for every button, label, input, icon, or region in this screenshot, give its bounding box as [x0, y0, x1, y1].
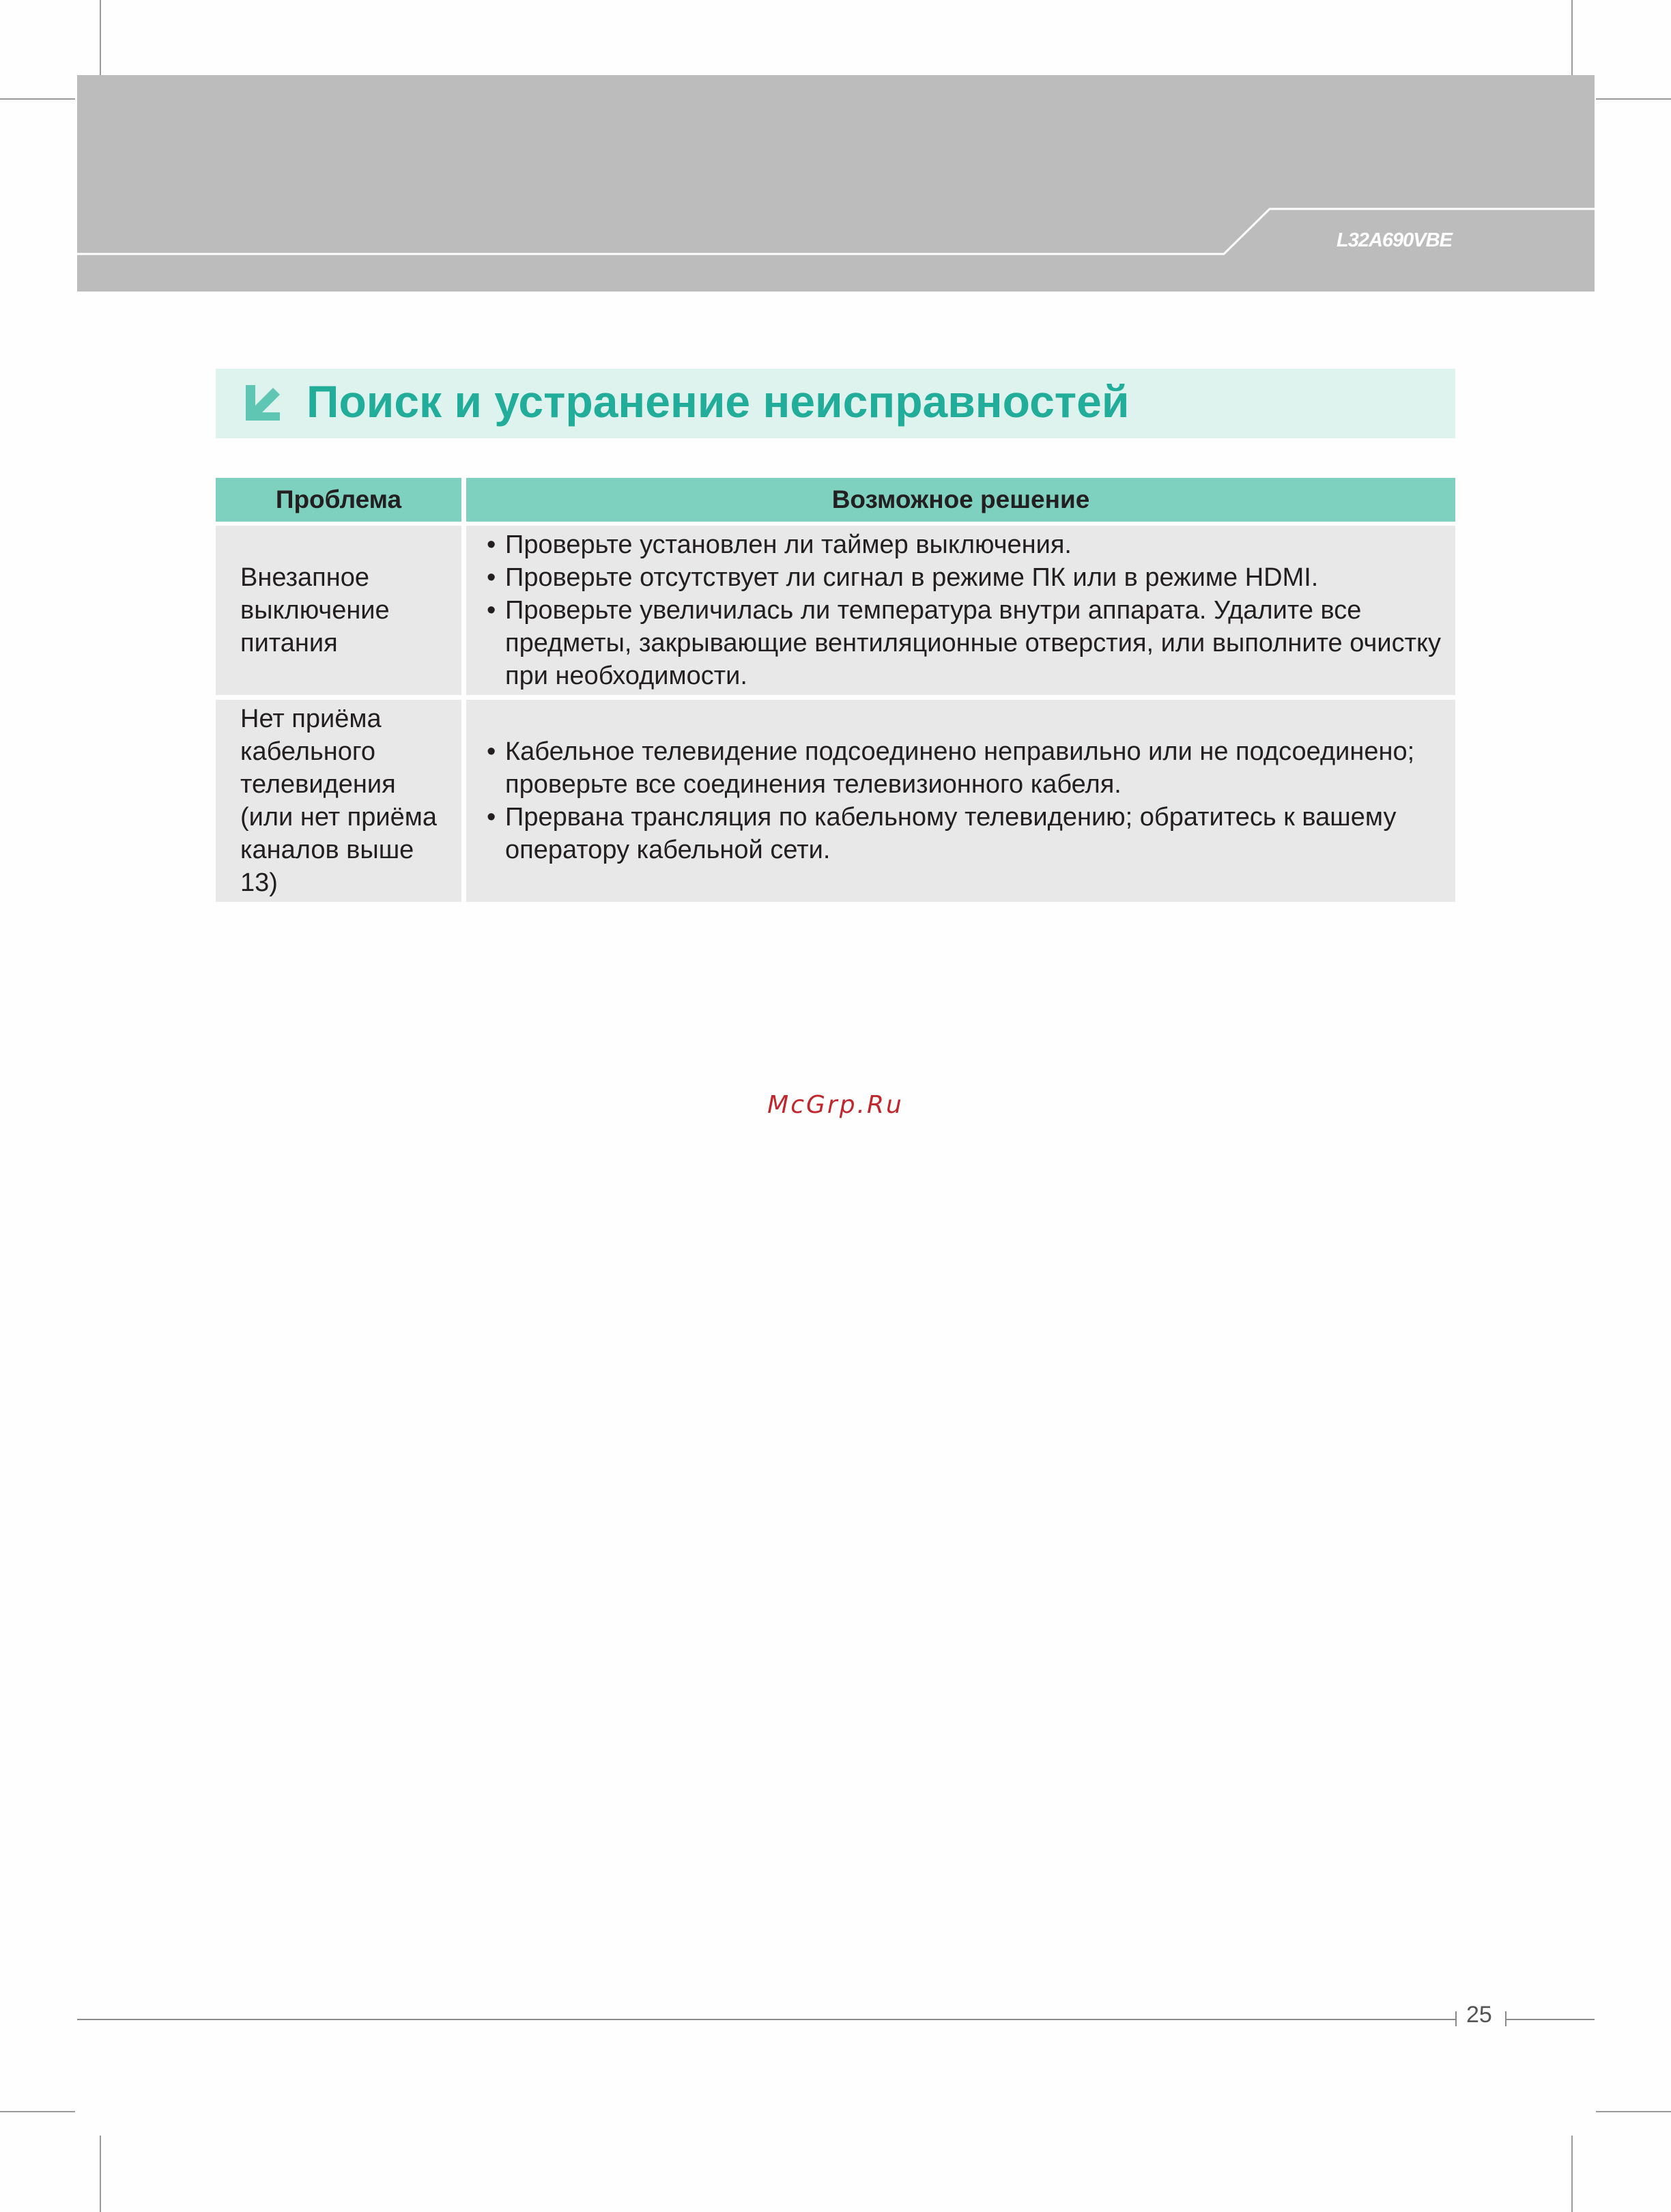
crop-mark	[1571, 2136, 1573, 2212]
problem-cell	[216, 700, 461, 902]
solution-item: • Проверьте увеличилась ли температура внутри аппарата. Удалите все предметы, закрывающие вентиляционные отверстия, или выполните очистку при необходимости.	[487, 594, 1448, 692]
problem-text: Нет приёма кабельного телевидения (или нет приёма каналов выше 13)	[240, 705, 437, 897]
section-title-bar	[216, 369, 1455, 438]
watermark-link[interactable]: McGrp.Ru	[767, 1091, 904, 1119]
problem-cell	[216, 526, 461, 695]
arrow-down-right-icon	[242, 382, 284, 425]
column-header-problem: Проблема	[216, 478, 461, 522]
crop-mark	[100, 0, 101, 75]
crop-mark	[1596, 98, 1671, 100]
column-header-solution: Возможное решение	[466, 478, 1455, 522]
footer-rule	[77, 2019, 1456, 2020]
crop-mark	[1596, 2111, 1671, 2112]
page-title: Поиск и устранение неисправностей	[306, 376, 1130, 427]
footer-tick	[1455, 2011, 1457, 2026]
solution-item: • Кабельное телевидение подсоединено неправильно или не подсоединено; проверьте все соединения телевизионного кабеля.	[487, 735, 1448, 801]
page-number: 25	[1466, 2002, 1492, 2028]
solution-cell	[466, 700, 1455, 902]
crop-mark	[0, 98, 75, 100]
crop-mark	[100, 2136, 101, 2212]
solution-item: • Проверьте установлен ли таймер выключения.	[487, 528, 1448, 561]
crop-mark	[0, 2111, 75, 2112]
solution-item: • Прервана трансляция по кабельному телевидению; обратитесь к вашему оператору кабельной сети.	[487, 801, 1448, 866]
solution-item: • Проверьте отсутствует ли сигнал в режиме ПК или в режиме HDMI.	[487, 561, 1448, 594]
footer-rule	[1506, 2019, 1595, 2020]
header-decor-line	[77, 75, 1595, 292]
crop-mark	[1571, 0, 1573, 75]
header-band	[77, 75, 1595, 292]
problem-text: Внезапное выключение питания	[240, 563, 390, 657]
model-label: L32A690VBE	[1337, 229, 1452, 251]
solution-cell	[466, 526, 1455, 695]
